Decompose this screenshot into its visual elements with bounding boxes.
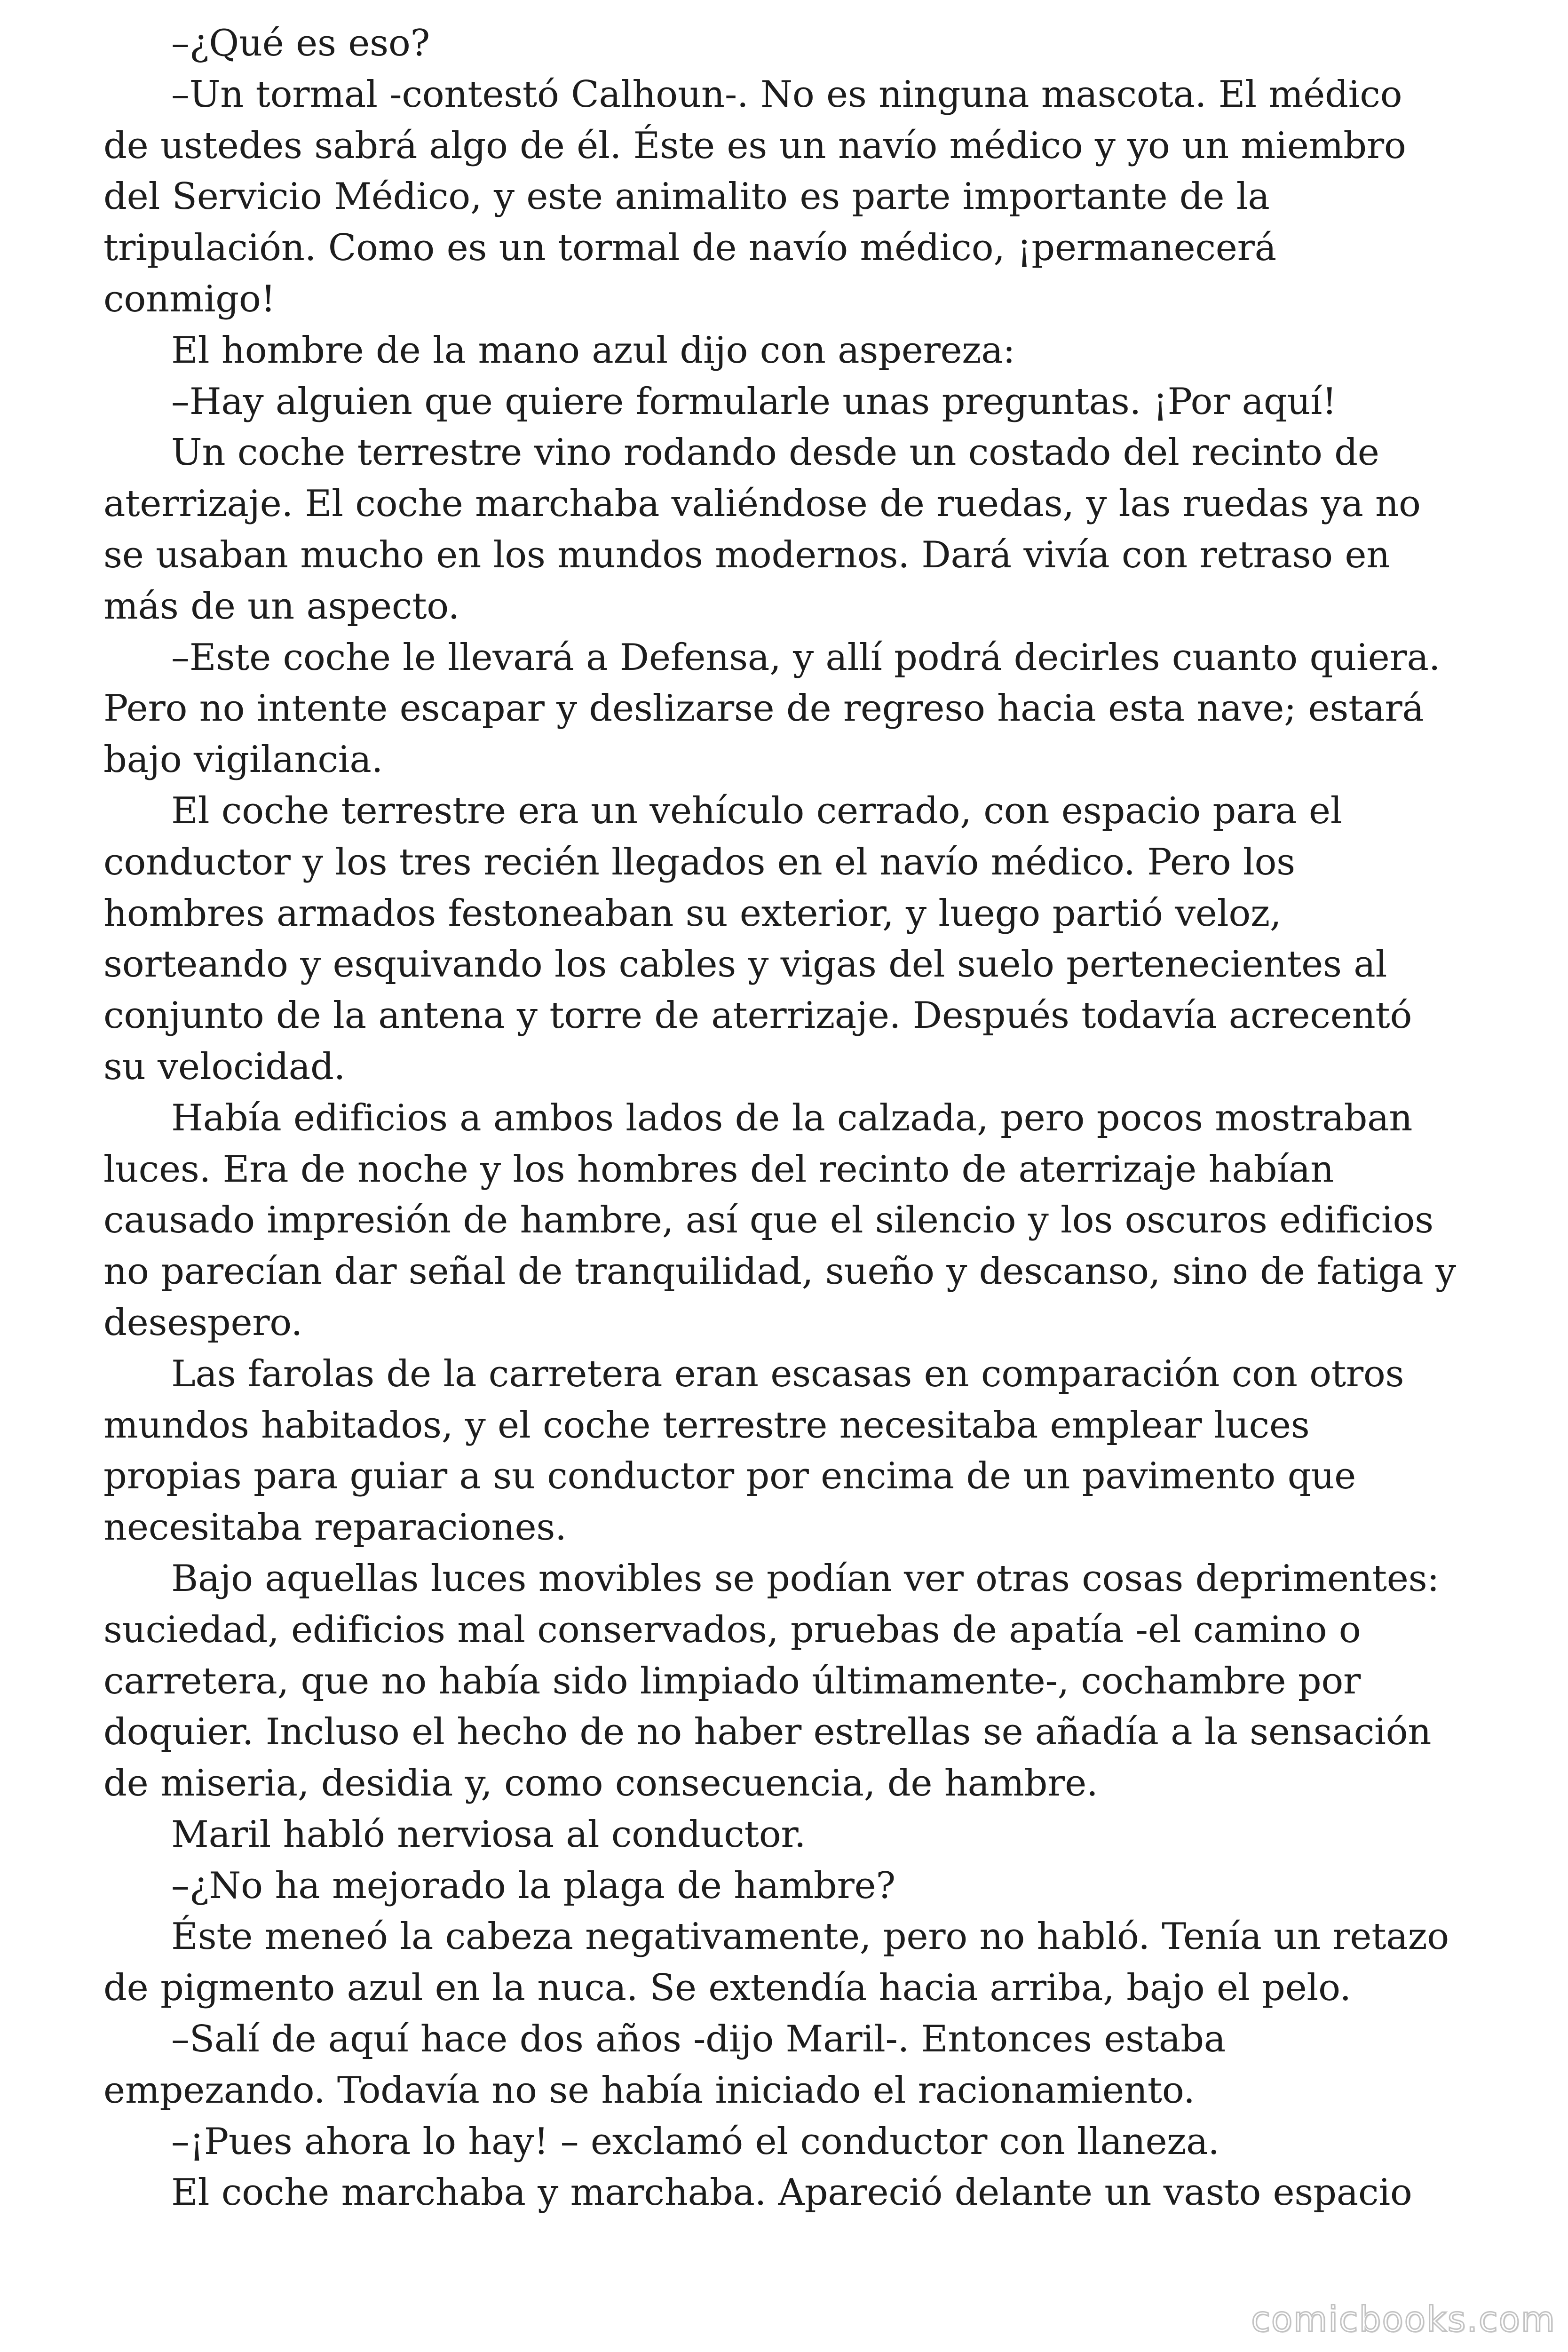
paragraph: El coche marchaba y marchaba. Apareció delante un vasto espacio [171, 2171, 1412, 2214]
paragraph: El coche terrestre era un vehículo cerrado, con espacio para el conductor y los tres recién llegados en el navío médico. Pero los hombres armados festoneaban su exterior, y luego partió veloz, sorteando y esquivando los cables y vigas del suelo pertenecientes al conjunto de la antena y torre de aterrizaje. Después todavía acrecentó su velocidad. [103, 789, 1412, 1088]
paragraph: –Hay alguien que quiere formularle unas preguntas. ¡Por aquí! [171, 380, 1337, 423]
paragraph: –Salí de aquí hace dos años -dijo Maril-. Entonces estaba empezando. Todavía no se había iniciado el racionamiento. [103, 2018, 1226, 2112]
paragraph: Bajo aquellas luces movibles se podían ver otras cosas deprimentes: suciedad, edificios mal conservados, pruebas de apatía -el camino o carretera, que no había sido limpiado últimamente-, cochambre por doquier. Incluso el hecho de no haber estrellas se añadía a la sensación de miseria, desidia y, como consecuencia, de hambre. [103, 1557, 1440, 1805]
paragraph: El hombre de la mano azul dijo con aspereza: [171, 329, 1015, 372]
watermark-text: comicbooks.com [1251, 2299, 1556, 2340]
paragraph: Había edificios a ambos lados de la calzada, pero pocos mostraban luces. Era de noche y los hombres del recinto de aterrizaje habían causado impresión de hambre, así que el silencio y los oscuros edificios no parecían dar señal de tranquilidad, sueño y descanso, sino de fatiga y desespero. [103, 1097, 1456, 1344]
paragraph: –Este coche le llevará a Defensa, y allí podrá decirles cuanto quiera. Pero no intente escapar y deslizarse de regreso hacia esta nave; estará bajo vigilancia. [103, 636, 1441, 781]
page-text [103, 18, 1458, 2218]
paragraph: –¿Qué es eso? [171, 22, 430, 64]
paragraph: Éste meneó la cabeza negativamente, pero no habló. Tenía un retazo de pigmento azul en la nuca. Se extendía hacia arriba, bajo el pelo. [103, 1915, 1449, 2010]
paragraph: Un coche terrestre vino rodando desde un costado del recinto de aterrizaje. El coche marchaba valiéndose de ruedas, y las ruedas ya no se usaban mucho en los mundos modernos. Dará vivía con retraso en más de un aspecto. [103, 431, 1421, 628]
paragraph: –¡Pues ahora lo hay! – exclamó el conductor con llaneza. [171, 2120, 1220, 2163]
paragraph: Maril habló nerviosa al conductor. [171, 1813, 806, 1856]
paragraph: –¿No ha mejorado la plaga de hambre? [171, 1864, 895, 1907]
paragraph: –Un tormal -contestó Calhoun-. No es ninguna mascota. El médico de ustedes sabrá algo de él. Éste es un navío médico y yo un miembro del Servicio Médico, y este animalito es parte importante de la tripulación. Como es un tormal de navío médico, ¡permanecerá conmigo! [103, 73, 1406, 320]
paragraph: Las farolas de la carretera eran escasas en comparación con otros mundos habitados, y el coche terrestre necesitaba emplear luces propias para guiar a su conductor por encima de un pavimento que necesitaba reparaciones. [103, 1352, 1404, 1549]
